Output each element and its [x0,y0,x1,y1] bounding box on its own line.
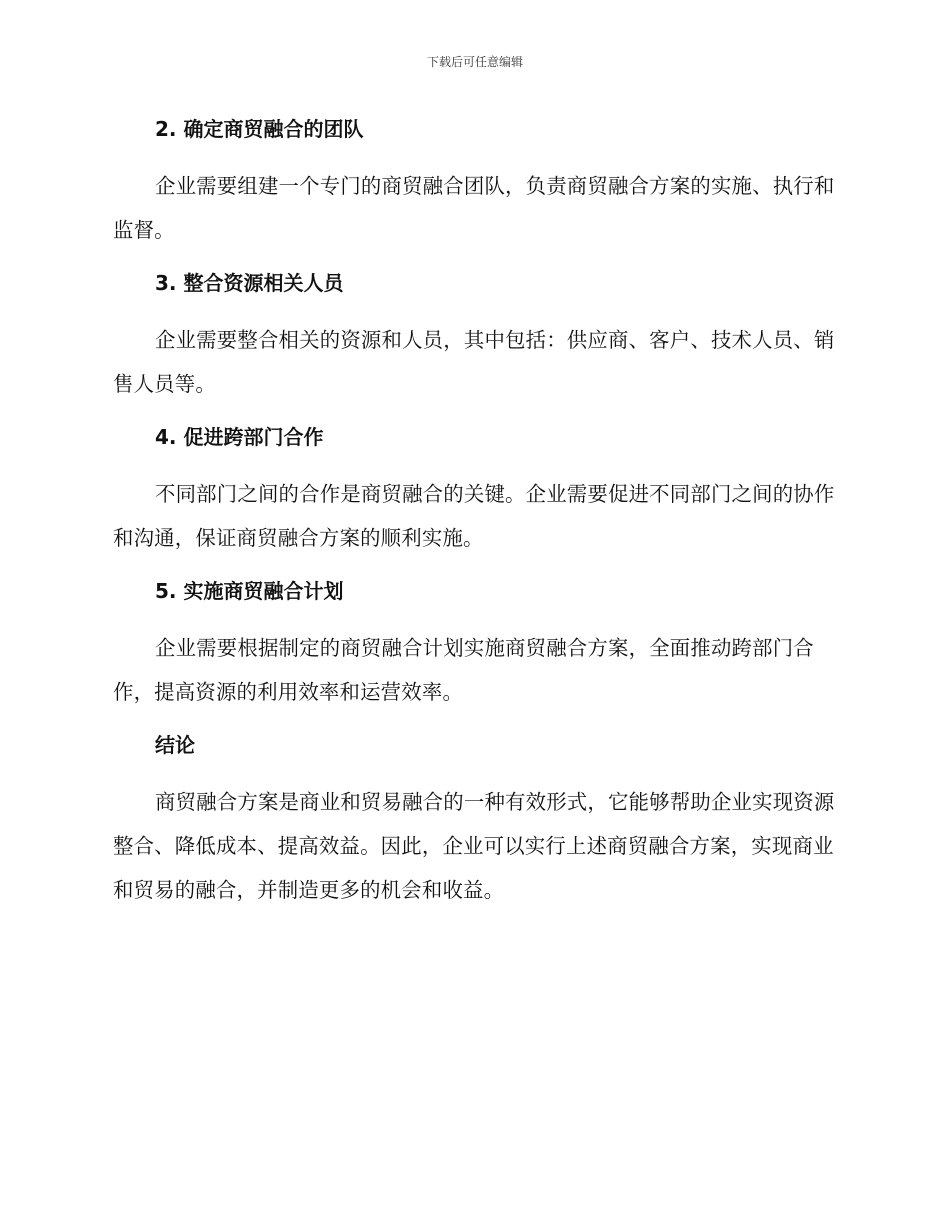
section-team [113,112,835,252]
page-header: 下载后可任意编辑 [426,55,523,69]
section-cooperation [113,420,835,560]
conclusion-heading: 结论 [155,733,195,757]
section-heading: 4. 促进跨部门合作 [155,425,324,449]
section-paragraph: 企业需要根据制定的商贸融合计划实施商贸融合方案，全面推动跨部门合作，提高资源的利用效率和运营效率。 [113,636,814,704]
section-conclusion [113,728,835,912]
section-heading: 5. 实施商贸融合计划 [155,579,344,603]
section-resources [113,266,835,406]
section-paragraph: 不同部门之间的合作是商贸融合的关键。企业需要促进不同部门之间的协作和沟通，保证商贸融合方案的顺利实施。 [113,482,835,550]
document-body [113,112,835,926]
section-paragraph: 企业需要组建一个专门的商贸融合团队，负责商贸融合方案的实施、执行和监督。 [113,174,835,242]
conclusion-paragraph: 商贸融合方案是商业和贸易融合的一种有效形式，它能够帮助企业实现资源整合、降低成本、提高效益。因此，企业可以实行上述商贸融合方案，实现商业和贸易的融合，并制造更多的机会和收益。 [113,790,835,902]
section-implementation [113,574,835,714]
section-heading: 2. 确定商贸融合的团队 [155,117,364,141]
section-heading: 3. 整合资源相关人员 [155,271,344,295]
section-paragraph: 企业需要整合相关的资源和人员，其中包括：供应商、客户、技术人员、销售人员等。 [113,328,835,396]
